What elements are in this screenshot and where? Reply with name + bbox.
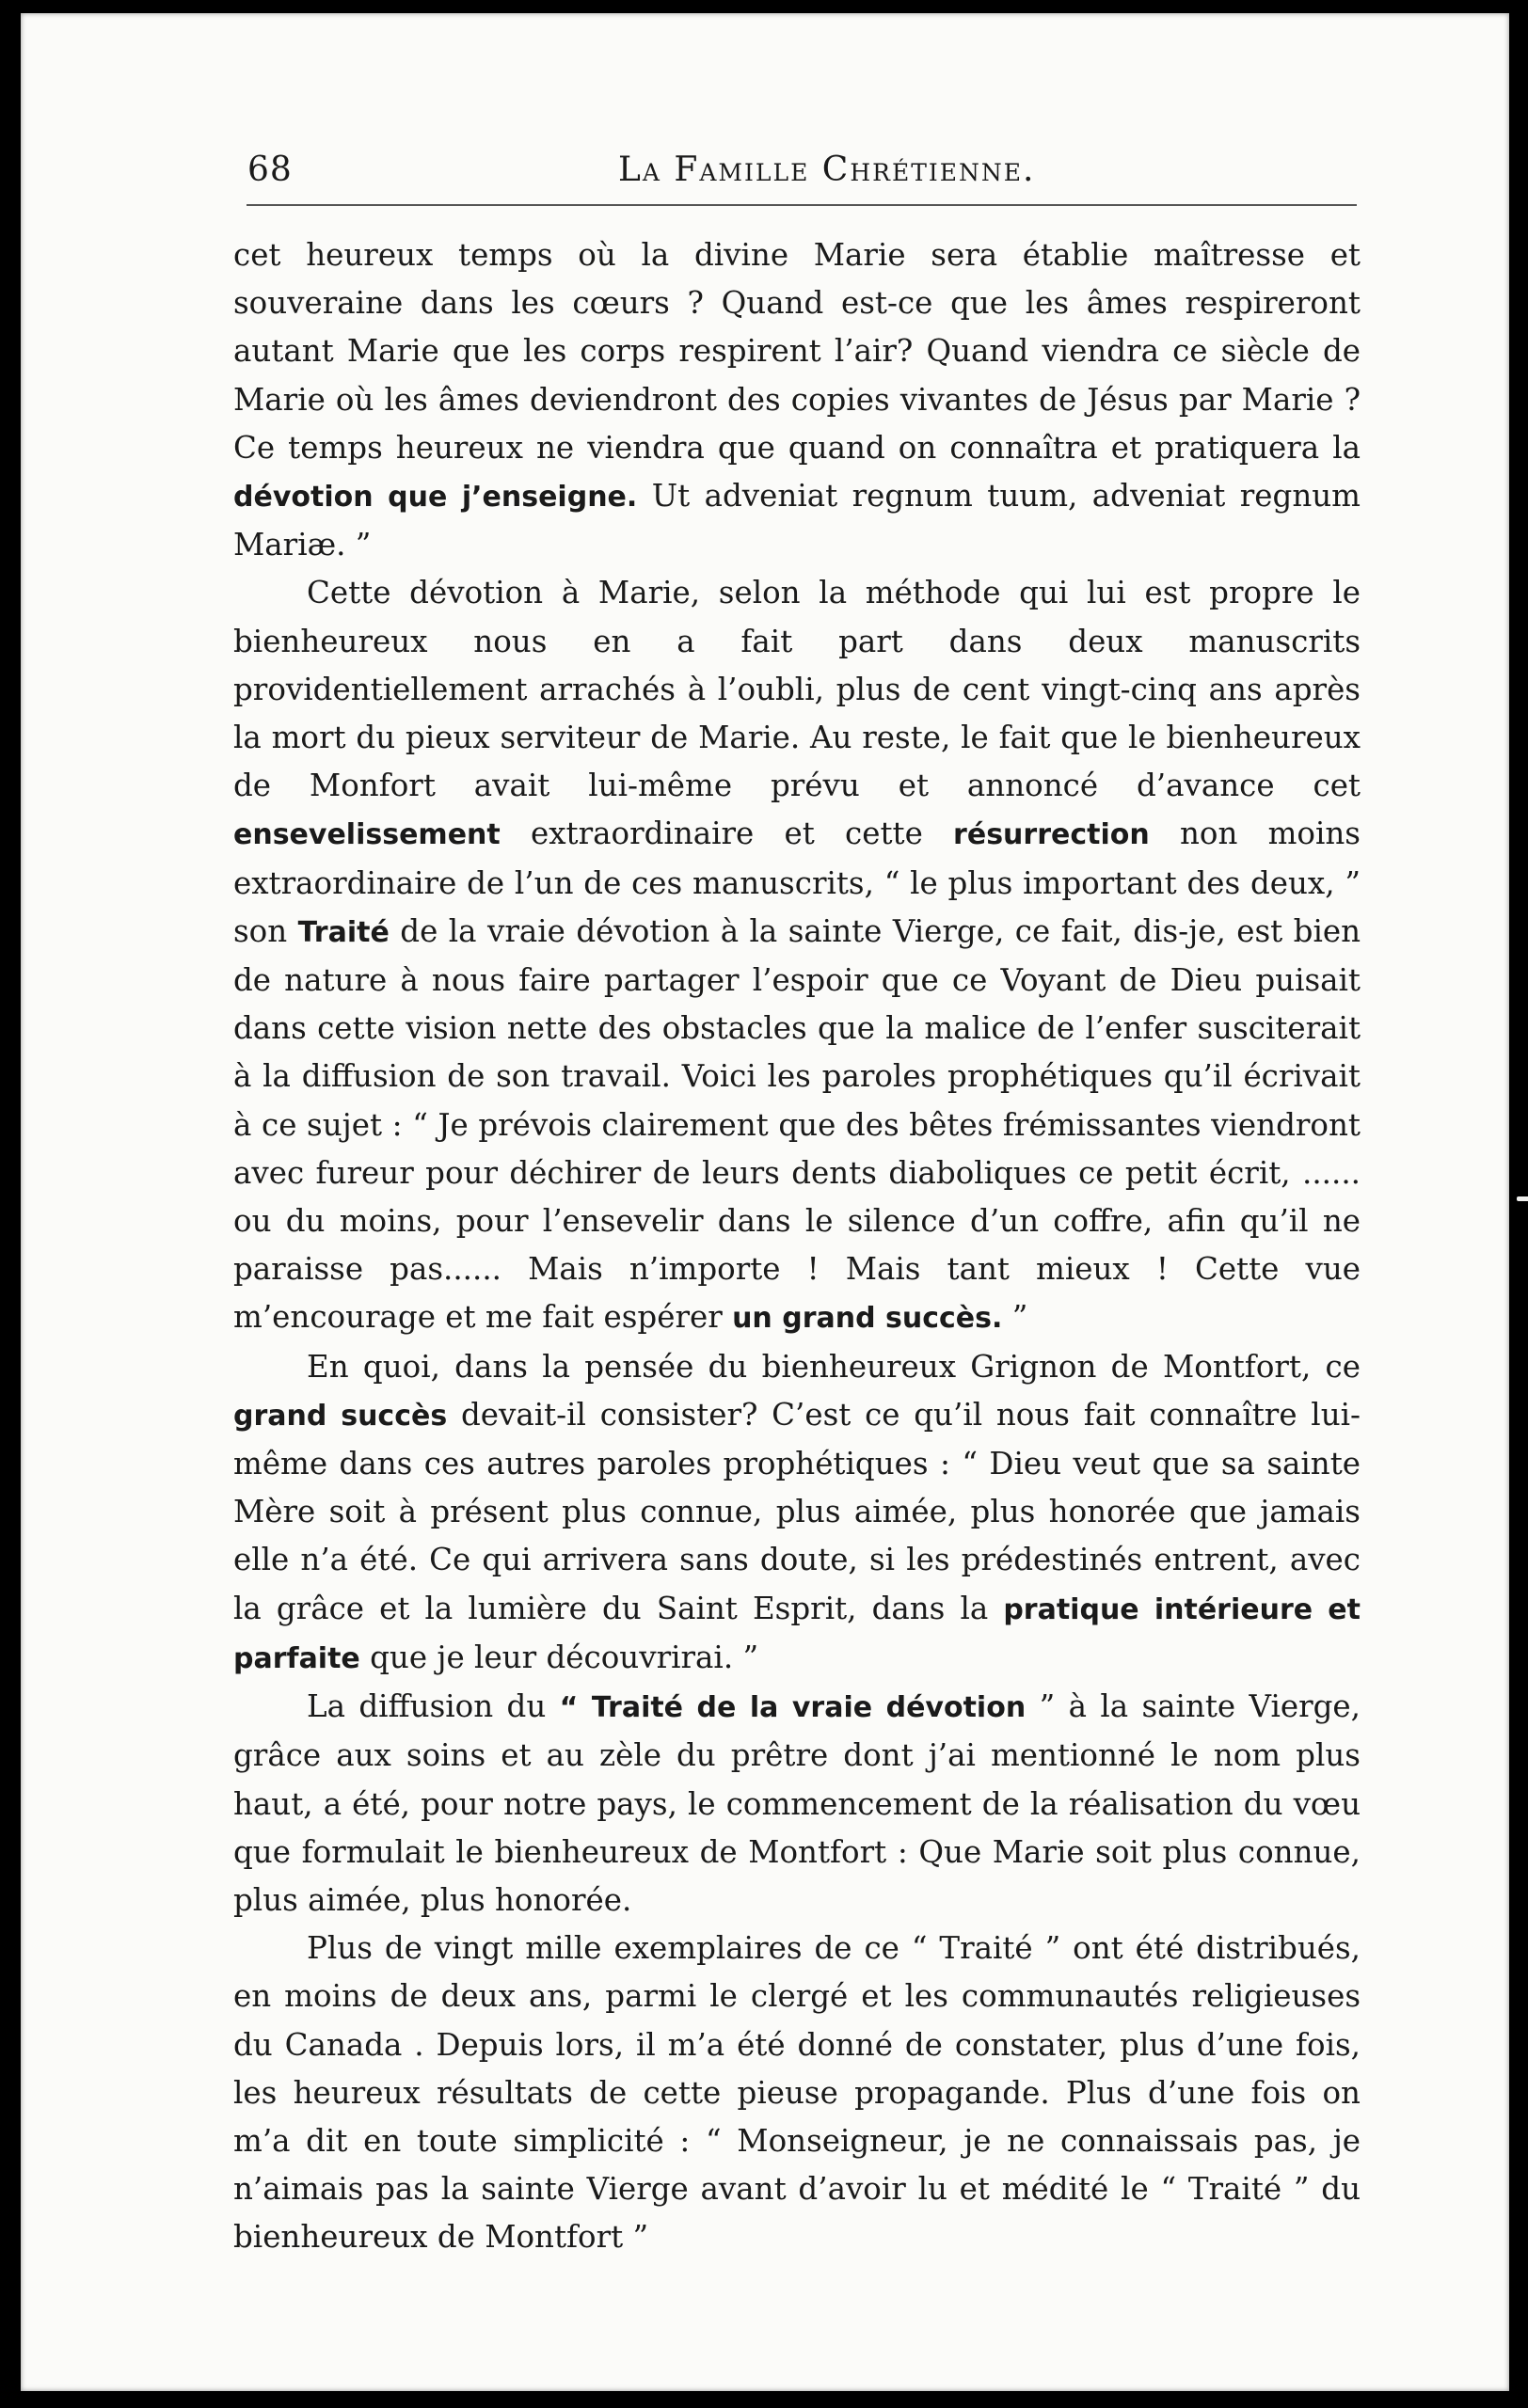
text-run: En quoi, dans la pensée du bienheureux Grignon de Montfort, ce (307, 1348, 1361, 1385)
text-run: cet heureux temps où la divine Marie sera établie maîtresse et souveraine dans les cœurs ? Quand est-ce que les âmes respireront autant Marie que les corps respirent l’air? Quand viendra ce siècle de Marie où les âmes deviendront des copies vivantes de Jésus par Marie ? Ce temps heureux ne viendra que quand on connaîtra et pratiquera la (233, 237, 1361, 466)
paragraph-3 (233, 1343, 1361, 1683)
emphasis-text: résurrection (953, 818, 1150, 852)
text-run: La diffusion du (307, 1688, 560, 1725)
emphasis-text: ensevelissement (233, 818, 501, 852)
page-number: 68 (247, 150, 293, 189)
emphasis-text: “ Traité de la vraie dévotion (559, 1691, 1027, 1725)
page-header (229, 150, 1358, 198)
text-run: devait-il consister? C’est ce qu’il nous fait connaître lui-même dans ces autres paroles prophétiques : “ Dieu veut que sa sainte Mère soit à présent plus connue, plus aimée, plus honorée que jamais elle n’a été. Ce qui arrivera sans doute, si les prédestinés entrent, avec la grâce et la lumière du Saint Esprit, dans la (233, 1396, 1361, 1626)
text-run: Plus de vingt mille exemplaires de ce “ Traité ” ont été distribués, en moins de deux ans, parmi le clergé et les communautés religieuses du Canada . Depuis lors, il m’a été donné de constater, plus d’une fois, les heureux résultats de cette pieuse propagande. Plus d’une fois on m’a dit en toute simplicité : “ Monseigneur, je ne connaissais pas, je n’aimais pas la sainte Vierge avant d’avoir lu et médité le “ Traité ” du bienheureux de Montfort ” (233, 1930, 1361, 2256)
text-run: Cette dévotion à Marie, selon la méthode qui lui est propre le bienheureux nous en a fait part dans deux manuscrits providentiellement arrachés à l’oubli, plus de cent vingt-cinq ans après la mort du pieux serviteur de Marie. Au reste, le fait que le bienheureux de Monfort avait lui-même prévu et annoncé d’avance cet (233, 575, 1361, 804)
running-title: La Famille Chrétienne. (618, 150, 1036, 189)
paragraph-5 (233, 1925, 1361, 2261)
paragraph-4 (233, 1683, 1361, 1925)
text-run: ” (1002, 1299, 1028, 1336)
paragraph-2 (233, 569, 1361, 1342)
text-run: de la vraie dévotion à la sainte Vierge, ce fait, dis-je, est bien de nature à nous faire partager l’espoir que ce Voyant de Dieu puisait dans cette vision nette des obstacles que la malice de l’enfer susciterait à la diffusion de son travail. Voici les paroles prophétiques qu’il écrivait à ce sujet : “ Je prévois clairement que des bêtes frémissantes viendront avec fureur pour déchirer de leurs dents diaboliques ce petit écrit, ...... ou du moins, pour l’ensevelir dans le silence d’un coffre, afin qu’il ne paraisse pas...... Mais n’importe ! Mais tant mieux ! Cette vue m’encourage et me fait espérer (233, 912, 1361, 1336)
header-rule (247, 204, 1357, 206)
emphasis-text: un grand succès. (732, 1302, 1003, 1336)
emphasis-text: pratique intérieure et parfaite (233, 1592, 1361, 1675)
text-run: que je leur découvrirai. ” (359, 1639, 759, 1675)
body-text (233, 231, 1361, 2262)
emphasis-text: grand succès (233, 1399, 448, 1433)
page-edge-mark (1517, 1196, 1528, 1201)
text-run: non moins extraordinaire de l’un de ces manuscrits, “ le plus important des deux, ” son (233, 816, 1361, 949)
text-run: ” à la sainte Vierge, grâce aux soins et au zèle du prêtre dont j’ai mentionné le nom plus haut, a été, pour notre pays, le commencement de la réalisation du vœu que formulait le bienheureux de Montfort : Que Marie soit plus connue, plus aimée, plus honorée. (233, 1688, 1361, 1918)
paragraph-1 (233, 231, 1361, 569)
emphasis-text: dévotion que j’enseigne. (233, 481, 638, 515)
emphasis-text: Traité (297, 915, 390, 949)
text-run: Ut adveniat regnum tuum, adveniat regnum Mariæ. ” (233, 478, 1361, 563)
text-run: extraordinaire et cette (500, 816, 954, 852)
